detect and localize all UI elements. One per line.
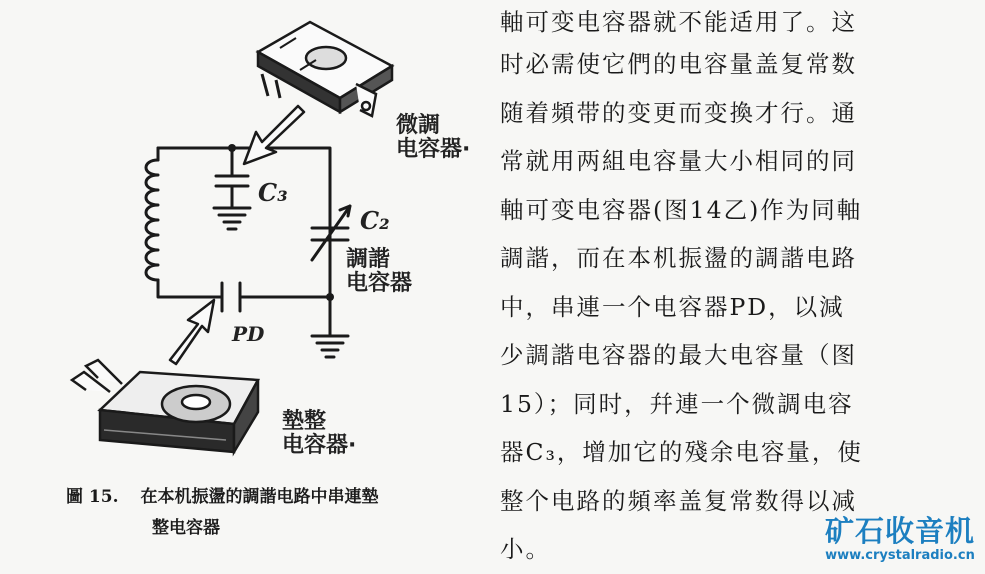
text-line: 器C₃，增加它的殘余电容量，使: [500, 438, 863, 466]
padder-pointer-arrow: [170, 300, 214, 364]
text-line: 常就用两組电容量大小相同的同: [500, 147, 857, 175]
watermark-title: 矿石收音机: [824, 514, 975, 548]
bottom-wire: [158, 280, 330, 297]
right-ground: [312, 297, 348, 357]
caption-number: 圖 15.: [66, 487, 119, 507]
c2-label: C₂: [360, 206, 390, 235]
caption-line: 整电容器: [152, 518, 220, 538]
c3-label: C₃: [258, 178, 288, 207]
watermark-logo: [825, 514, 975, 564]
pd-label: PD: [232, 322, 265, 346]
tuning-capacitor-label: 調諧 电容器: [346, 247, 413, 296]
padder-capacitor-illustration: [72, 360, 258, 452]
text-line: 时必需使它們的电容量盖复常数: [500, 50, 857, 78]
trimmer-pointer-arrow: [244, 106, 304, 164]
junction-dot: [326, 293, 334, 301]
c3-capacitor: [216, 148, 248, 208]
text-line: 随着頻带的变更而变換才行。通: [500, 98, 857, 127]
circuit-diagram: [0, 0, 480, 480]
circuit-figure: [0, 0, 480, 480]
junction-dot: [228, 144, 236, 152]
text-line: 15）；同时，幷連一个微調电容: [500, 389, 854, 418]
padder-capacitor-label: 墊整 电容器·: [282, 409, 357, 458]
text-line: 少調諧电容器的最大电容量（图: [500, 341, 857, 369]
text-line: 中，串連一个电容器PD，以減: [500, 292, 845, 321]
inductor-coil: [146, 160, 158, 288]
c3-ground: [214, 208, 250, 229]
caption-line: 在本机振盪的調諧电路中串連墊: [140, 487, 379, 507]
trimmer-capacitor-illustration: [258, 22, 392, 116]
trimmer-label: 微調 电容器·: [396, 113, 471, 162]
pd-capacitor: [222, 283, 240, 311]
text-line: 軸可变电容器就不能适用了。这: [500, 8, 857, 36]
text-line: 調諧，而在本机振盪的調諧电路: [500, 244, 857, 272]
text-line: 小。: [500, 535, 551, 563]
text-line: 整个电路的頻率盖复常数得以减: [500, 486, 857, 515]
text-line: 軸可变电容器(图14乙)作为同軸: [500, 195, 863, 224]
figure-caption: [66, 482, 486, 544]
watermark-url: www.crystalradio.cn: [825, 548, 975, 563]
body-text: [500, 0, 940, 574]
top-wire: [158, 148, 330, 295]
